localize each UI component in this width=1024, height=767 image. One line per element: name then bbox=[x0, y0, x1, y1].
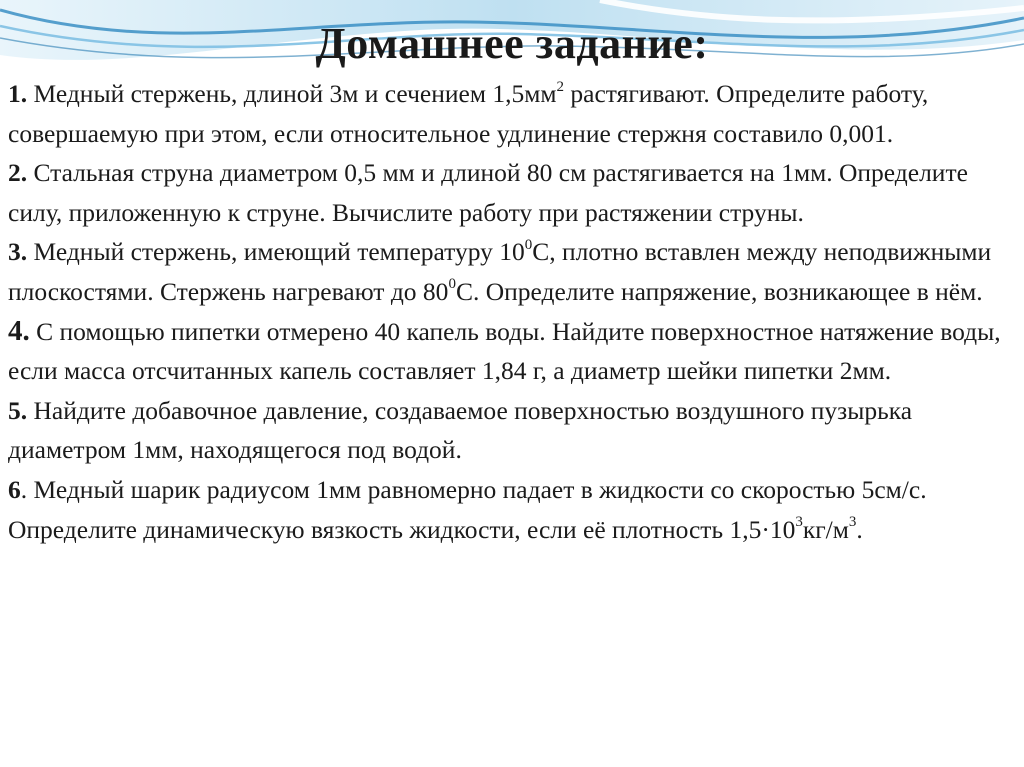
task-text: растягивают. Определите работу, совершаемую при этом, если относительное удлинение стержня составило 0,001. bbox=[8, 79, 929, 148]
task-text: . Медный шарик радиусом 1мм равномерно падает в жидкости со скоростью 5см/с. Определите динамическую вязкость жидкости, если её плотность 1,5·10 bbox=[8, 474, 927, 544]
task-2 bbox=[8, 153, 1014, 232]
task-text: кг/м bbox=[802, 514, 849, 544]
task-text: Стальная струна диаметром 0,5 мм и длиной 80 см растягивается на 1мм. Определите силу, приложенную к струне. Вычислите работу при растяжении струны. bbox=[8, 158, 968, 227]
task-number: 5. bbox=[8, 395, 28, 425]
task-list bbox=[8, 74, 1014, 549]
task-number: 3. bbox=[8, 237, 28, 267]
superscript: 3 bbox=[848, 514, 857, 531]
superscript: 3 bbox=[795, 514, 803, 531]
task-text: С помощью пипетки отмерено 40 капель воды. Найдите поверхностное натяжение воды, если масса отсчитанных капель составляет 1,84 г, а диаметр шейки пипетки 2мм. bbox=[8, 316, 1001, 386]
superscript: 0 bbox=[448, 276, 456, 293]
page-title: Домашнее задание: bbox=[315, 19, 709, 68]
superscript: 0 bbox=[524, 236, 533, 253]
task-5 bbox=[8, 391, 1014, 470]
superscript: 2 bbox=[556, 78, 565, 95]
task-3 bbox=[8, 232, 1014, 311]
task-text: С. Определите напряжение, возникающее в нём. bbox=[455, 276, 983, 306]
task-text: С, плотно вставлен между неподвижными плоскостями. Стержень нагревают до 80 bbox=[8, 237, 992, 306]
task-6 bbox=[8, 470, 1014, 549]
task-number: 1. bbox=[8, 79, 28, 108]
task-text: Найдите добавочное давление, создаваемое поверхностью воздушного пузырька диаметром 1мм, находящегося под водой. bbox=[8, 395, 913, 465]
task-1 bbox=[8, 74, 1014, 153]
task-number: 2. bbox=[8, 158, 28, 188]
task-text: Медный стержень, длиной 3м и сечением 1,5мм bbox=[27, 79, 557, 108]
task-text: Медный стержень, имеющий температуру 10 bbox=[27, 237, 525, 267]
task-number: 6 bbox=[8, 474, 21, 504]
task-text: . bbox=[856, 514, 863, 544]
task-number: 4. bbox=[8, 314, 30, 347]
task-4 bbox=[8, 312, 1014, 391]
